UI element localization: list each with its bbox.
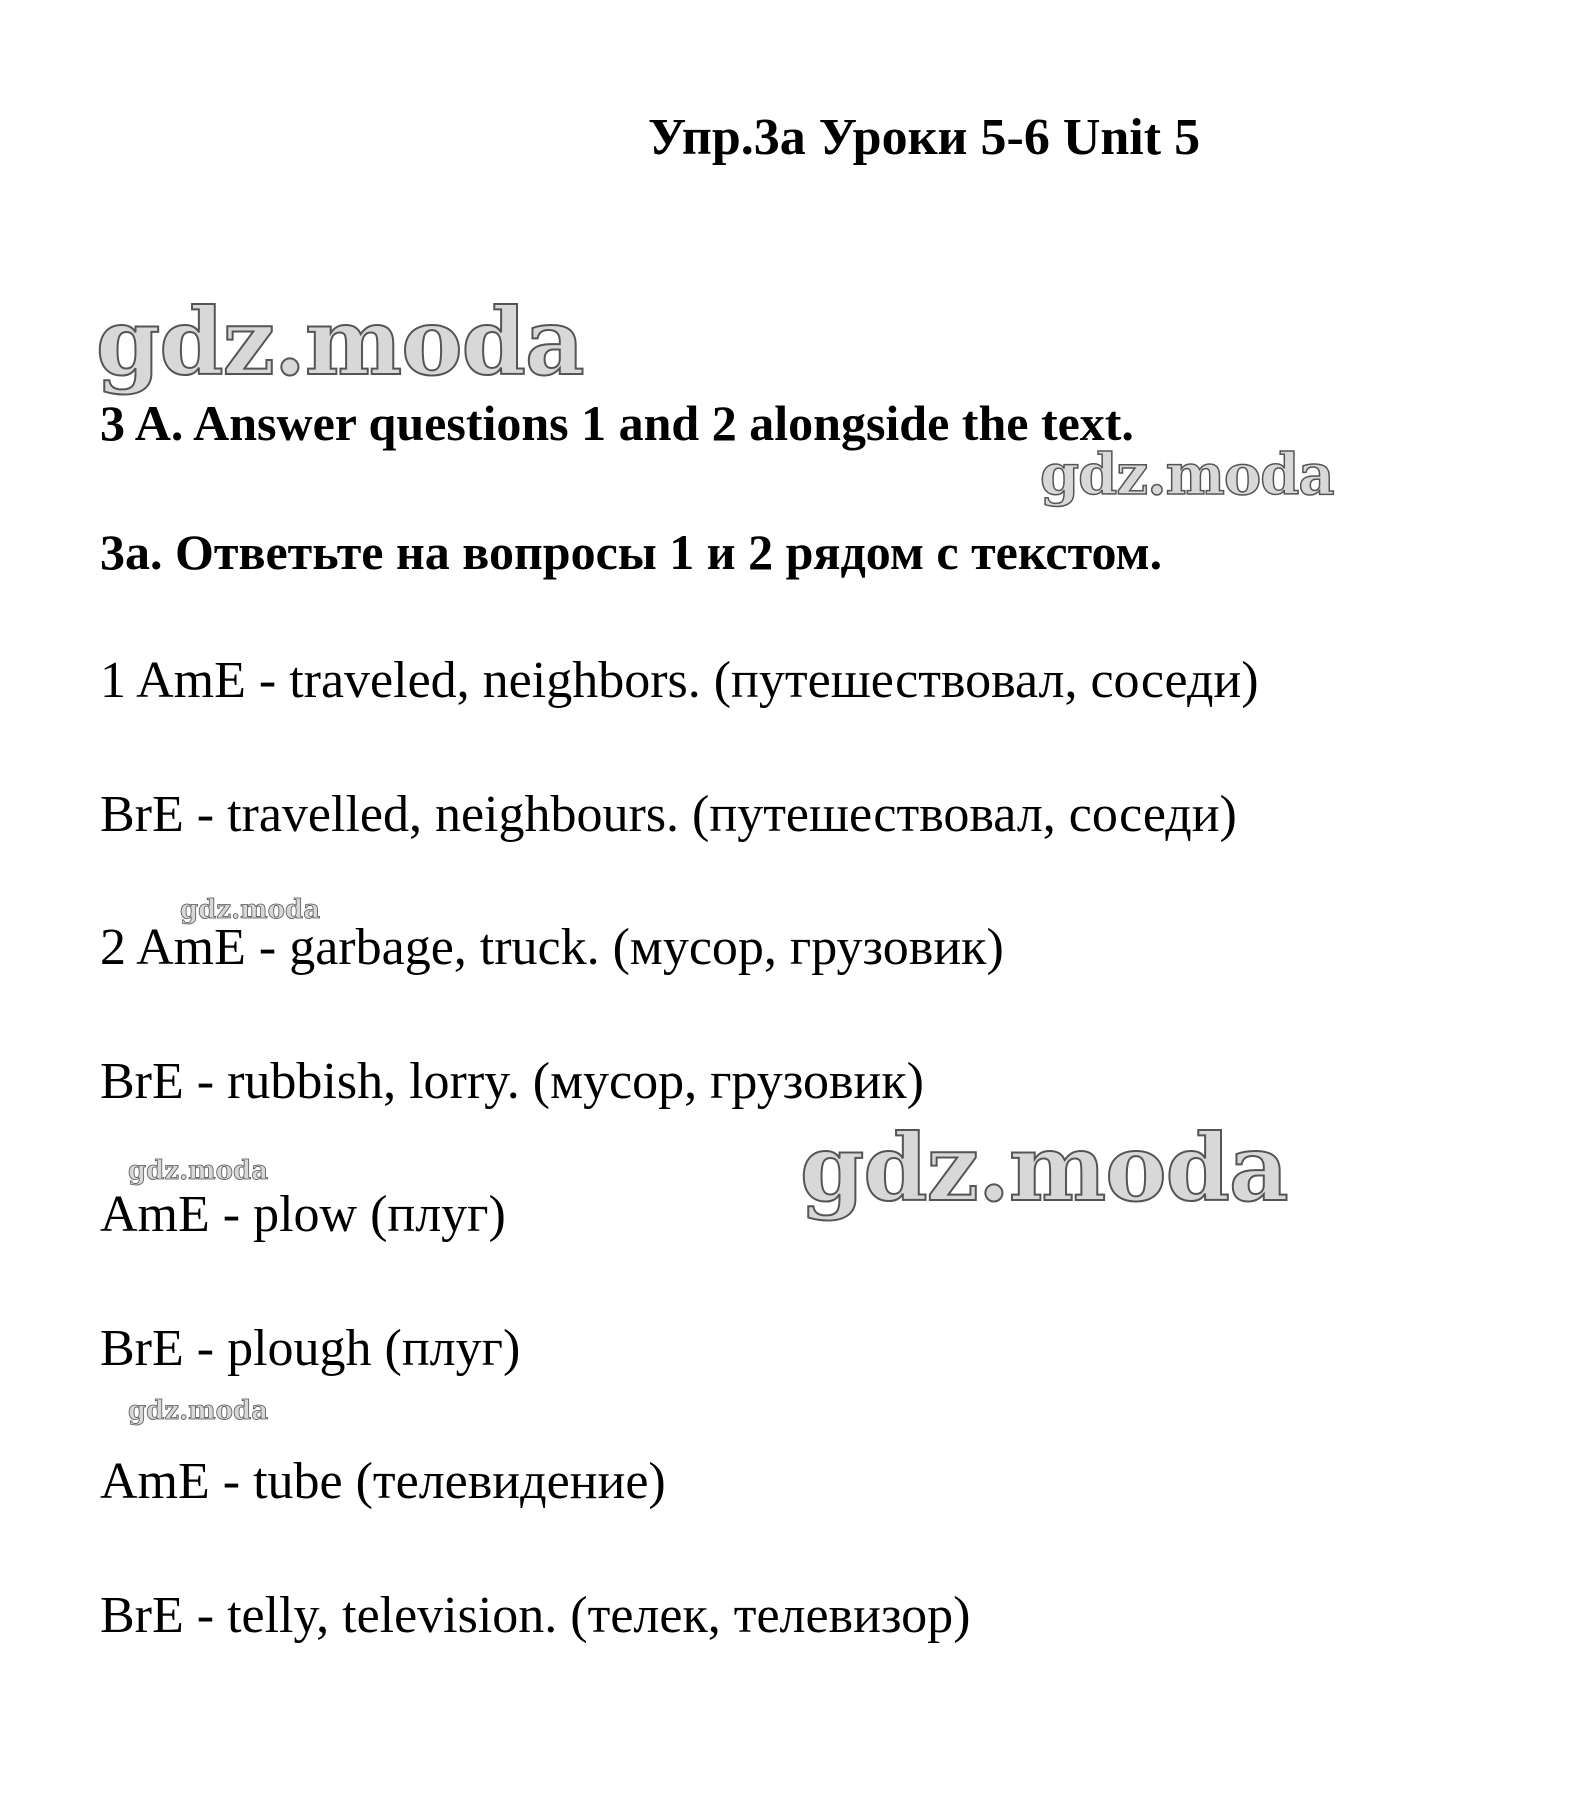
- answer-line: BrE - travelled, neighbours. (путешествовал, соседи): [100, 786, 1237, 843]
- answer-line: 2 AmE - garbage, truck. (мусор, грузовик): [100, 919, 1004, 976]
- watermark-logo: gdz.moda: [96, 288, 584, 396]
- watermark-logo: gdz.moda: [800, 1114, 1288, 1222]
- task-heading-russian: 3а. Ответьте на вопросы 1 и 2 рядом с текстом.: [100, 524, 1163, 580]
- answer-line: AmE - plow (плуг): [100, 1186, 506, 1243]
- answer-line: BrE - rubbish, lorry. (мусор, грузовик): [100, 1053, 924, 1110]
- answer-line: AmE - tube (телевидение): [100, 1453, 666, 1510]
- answer-line: BrE - telly, television. (телек, телевизор): [100, 1587, 971, 1644]
- watermark-logo: gdz.moda: [128, 1396, 269, 1426]
- watermark-logo: gdz.moda: [1040, 442, 1334, 508]
- answer-line: BrE - plough (плуг): [100, 1320, 521, 1377]
- answer-line: 1 AmE - traveled, neighbors. (путешествовал, соседи): [100, 652, 1259, 709]
- page-title: Упр.3а Уроки 5-6 Unit 5: [648, 109, 1201, 166]
- task-heading-english: 3 A. Answer questions 1 and 2 alongside the text.: [100, 395, 1134, 451]
- watermark-logo: gdz.moda: [128, 1156, 269, 1186]
- watermark-logo: gdz.moda: [180, 895, 321, 925]
